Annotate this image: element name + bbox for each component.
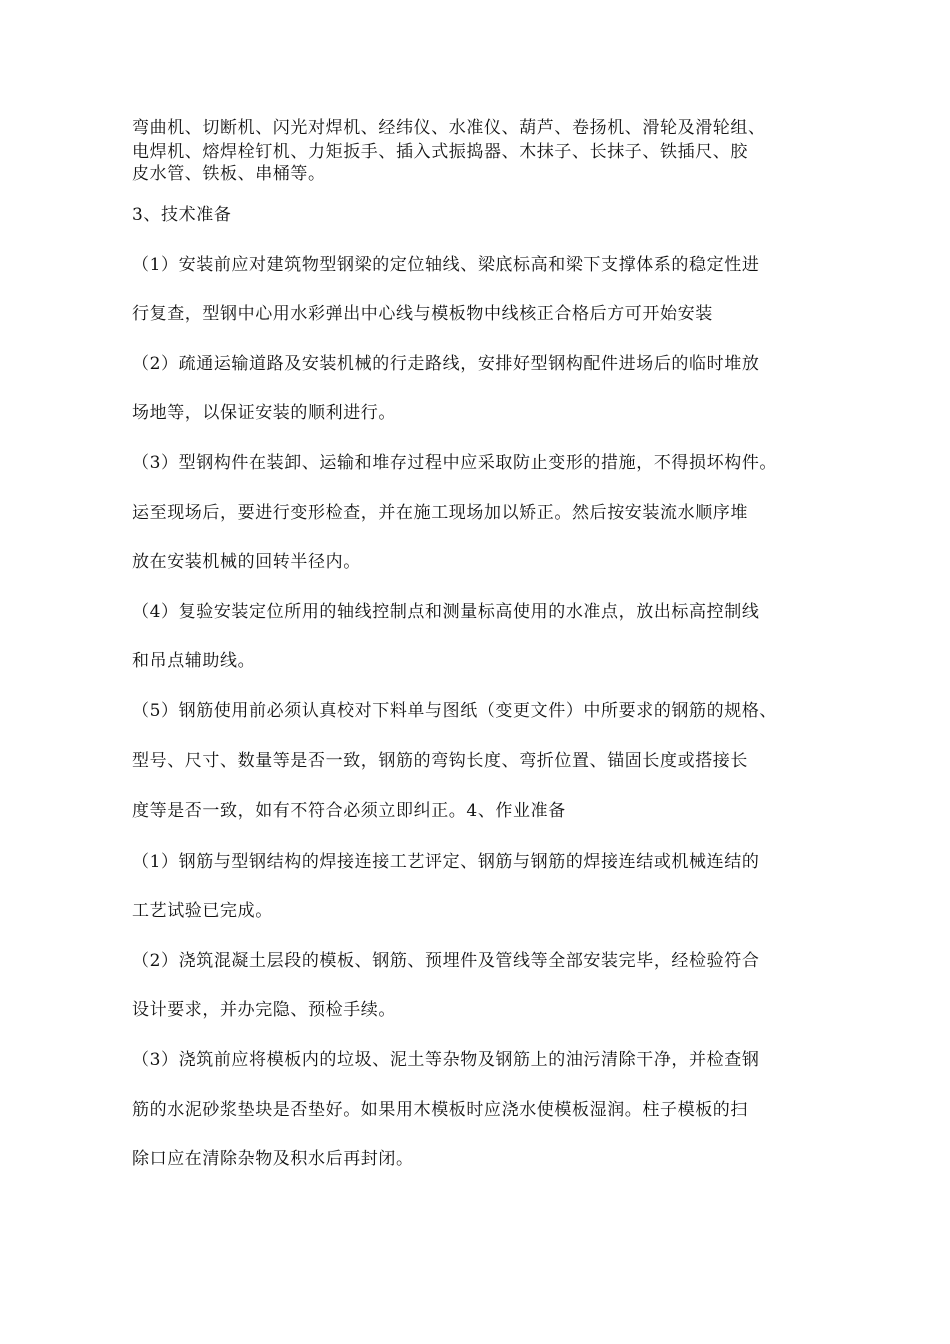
text-line: 设计要求，并办完隐、预检手续。: [132, 1000, 396, 1020]
text-line: 行复查，型钢中心用水彩弹出中心线与模板物中线核正合格后方可开始安装: [132, 304, 713, 324]
text-line: （5）钢筋使用前必须认真校对下料单与图纸（变更文件）中所要求的钢筋的规格、: [132, 701, 778, 721]
text-line: 除口应在清除杂物及积水后再封闭。: [132, 1149, 414, 1169]
text-line: （2）浇筑混凝土层段的模板、钢筋、预埋件及管线等全部安装完毕，经检验符合: [132, 951, 760, 971]
section-heading: 3、技术准备: [132, 205, 232, 225]
text-line: 运至现场后，要进行变形检查，并在施工现场加以矫正。然后按安装流水顺序堆: [132, 503, 748, 523]
text-line: 皮水管、铁板、串桶等。: [132, 164, 326, 184]
text-line: （3）型钢构件在装卸、运输和堆存过程中应采取防止变形的措施，不得损坏构件。: [132, 453, 778, 473]
text-line: 场地等，以保证安装的顺利进行。: [132, 403, 396, 423]
text-line: （4）复验安装定位所用的轴线控制点和测量标高使用的水准点，放出标高控制线: [132, 602, 760, 622]
text-line: 电焊机、熔焊栓钉机、力矩扳手、插入式振捣器、木抹子、长抹子、铁插尺、胶: [132, 142, 748, 162]
text-line: 筋的水泥砂浆垫块是否垫好。如果用木模板时应浇水使模板湿润。柱子模板的扫: [132, 1100, 748, 1120]
text-line: 度等是否一致，如有不符合必须立即纠正。4、作业准备: [132, 801, 566, 821]
text-line: 弯曲机、切断机、闪光对焊机、经纬仪、水准仪、葫芦、卷扬机、滑轮及滑轮组、: [132, 118, 766, 138]
text-line: 和吊点辅助线。: [132, 651, 256, 671]
text-line: （3）浇筑前应将模板内的垃圾、泥土等杂物及钢筋上的油污清除干净，并检查钢: [132, 1050, 760, 1070]
text-line: 工艺试验已完成。: [132, 901, 273, 921]
text-line: 放在安装机械的回转半径内。: [132, 552, 361, 572]
text-line: （1）安装前应对建筑物型钢梁的定位轴线、梁底标高和梁下支撑体系的稳定性进: [132, 255, 760, 275]
text-line: （2）疏通运输道路及安装机械的行走路线，安排好型钢构配件进场后的临时堆放: [132, 354, 760, 374]
text-line: 型号、尺寸、数量等是否一致，钢筋的弯钩长度、弯折位置、锚固长度或搭接长: [132, 751, 748, 771]
text-line: （1）钢筋与型钢结构的焊接连接工艺评定、钢筋与钢筋的焊接连结或机械连结的: [132, 852, 760, 872]
